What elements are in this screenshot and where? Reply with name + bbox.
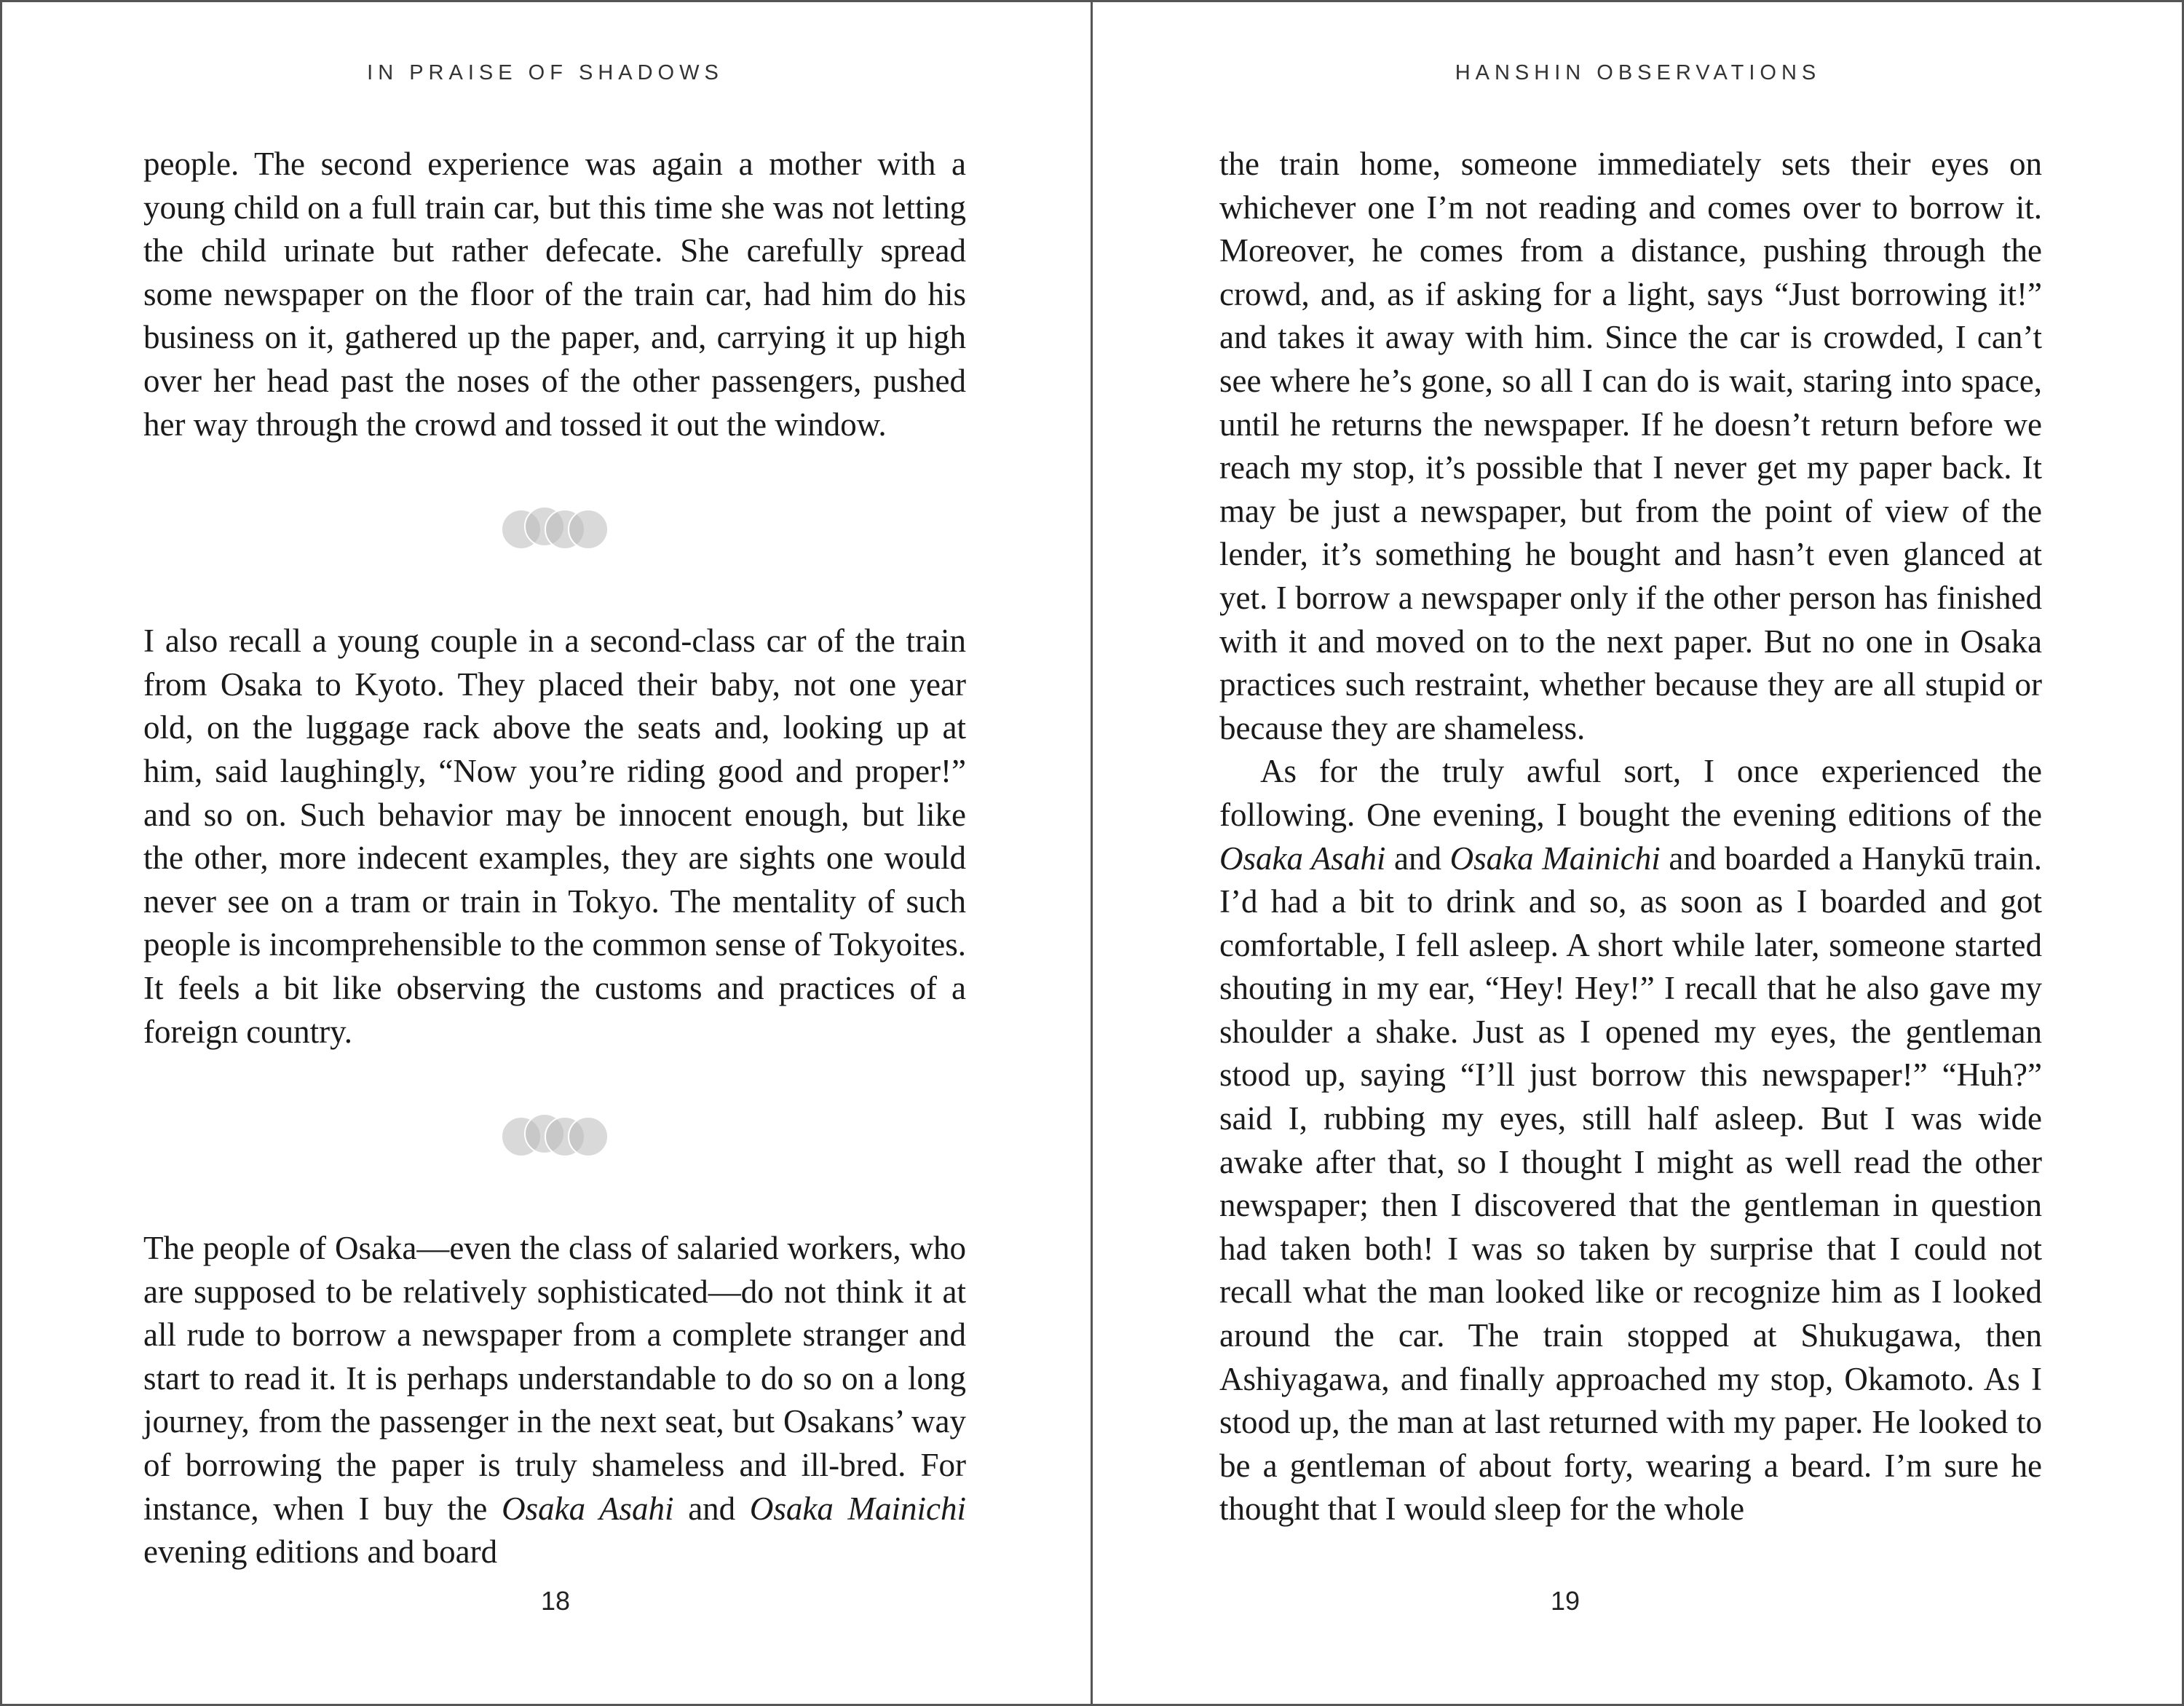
right-paragraph-1: the train home, someone immediately sets their eyes on whichever one I’m not reading and comes over to borrow it. Moreover, he comes from a distance, pushing through the crowd, and, as if asking for a light, says “Just borrowing it!” and takes it away with him. Since the car is crowded, I can’t see where he’s gone, so all I can do is wait, staring into space, until he returns the newspaper. If he doesn’t return before we reach my stop, it’s possible that I never get my paper back. It may be just a newspaper, but from the point of view of the lender, it’s something he bought and hasn’t even glanced at yet. I borrow a newspaper only if the other person has finished with it and moved on to the next paper. But no one in Osaka practices such restraint, whether because they are all stupid or because they are shameless. (1219, 146, 2042, 746)
left-paragraph-1: people. The second experience was again a mother with a young child on a full train car, but this time she was not letting the child urinate but rather defecate. She carefully spread some newspaper on the floor of the train car, had him do his business on it, gathered up the paper, and, carrying it up high over her head past the noses of the other passengers, pushed her way through the crowd and tossed it out the window. (143, 146, 966, 443)
italic-title: Osaka Asahi (502, 1490, 674, 1527)
left-page (0, 0, 1091, 1706)
right-text-block (1219, 143, 2042, 1531)
right-paragraph-2 (1219, 750, 2042, 1531)
left-running-head: IN PRAISE OF SHADOWS (367, 61, 724, 84)
italic-title: Osaka Asahi (1219, 840, 1386, 877)
text-run: and (688, 1490, 736, 1527)
italic-title: Osaka Mainichi (749, 1490, 967, 1527)
text-run: As for the truly awful sort, I once experienced the following. One evening, I bought the evening editions of the (1219, 753, 2042, 833)
italic-title: Osaka Mainichi (1449, 840, 1661, 877)
section-break-1 (143, 446, 966, 620)
left-text-block (143, 143, 966, 1574)
text-run: evening editions and board (143, 1533, 498, 1571)
right-page-number: 19 (1550, 1586, 1580, 1616)
right-running-head: HANSHIN OBSERVATIONS (1455, 61, 1821, 84)
four-circle-ornament-icon (495, 502, 614, 553)
left-page-number: 18 (540, 1586, 571, 1616)
left-paragraph-3 (143, 1227, 966, 1574)
text-run: and boarded a Hanykū train. I’d had a bit to drink and so, as soon as I boarded and got comfortable, I fell asleep. A short while later, someone started shouting in my ear, “Hey! Hey!” I recall that he also gave my shoulder a shake. Just as I opened my eyes, the gentleman stood up, saying “I’ll just borrow this newspaper!” “Huh?” said I, rubbing my eyes, still half asleep. But I was wide awake after that, so I thought I might as well read the other newspaper; then I discovered that the gentleman in question had taken both! I was so taken by surprise that I could not recall what the man looked like or recognize him as I looked around the car. The train stopped at Shukugawa, then Ashiyagawa, and finally approached my stop, Okamoto. As I stood up, the man at last returned with my paper. He looked to be a gentleman of about forty, wearing a beard. I’m sure he thought that I would sleep for the whole (1219, 840, 2043, 1528)
left-paragraph-2: I also recall a young couple in a second-class car of the train from Osaka to Kyoto. They placed their baby, not one year old, on the luggage rack above the seats and, looking up at him, said laughingly, “Now you’re riding good and proper!” and so on. Such behavior may be innocent enough, but like the other, more indecent examples, they are sights one would never see on a tram or train in Tokyo. The mentality of such people is incomprehensible to the common sense of Tokyoites. It feels a bit like observing the customs and practices of a foreign country. (143, 623, 966, 1050)
right-page (1093, 0, 2183, 1706)
text-run: The people of Osaka—even the class of salaried workers, who are supposed to be relatively sophisticated—do not think it at all rude to borrow a newspaper from a complete stranger and start to read it. It is perhaps understandable to do so on a long journey, from the passenger in the next seat, but Osakans’ way of borrowing the paper is truly shameless and ill-bred. For instance, when I buy the (143, 1230, 966, 1527)
section-break-2 (143, 1054, 966, 1227)
text-run: and (1393, 840, 1441, 877)
four-circle-ornament-icon (495, 1109, 614, 1160)
